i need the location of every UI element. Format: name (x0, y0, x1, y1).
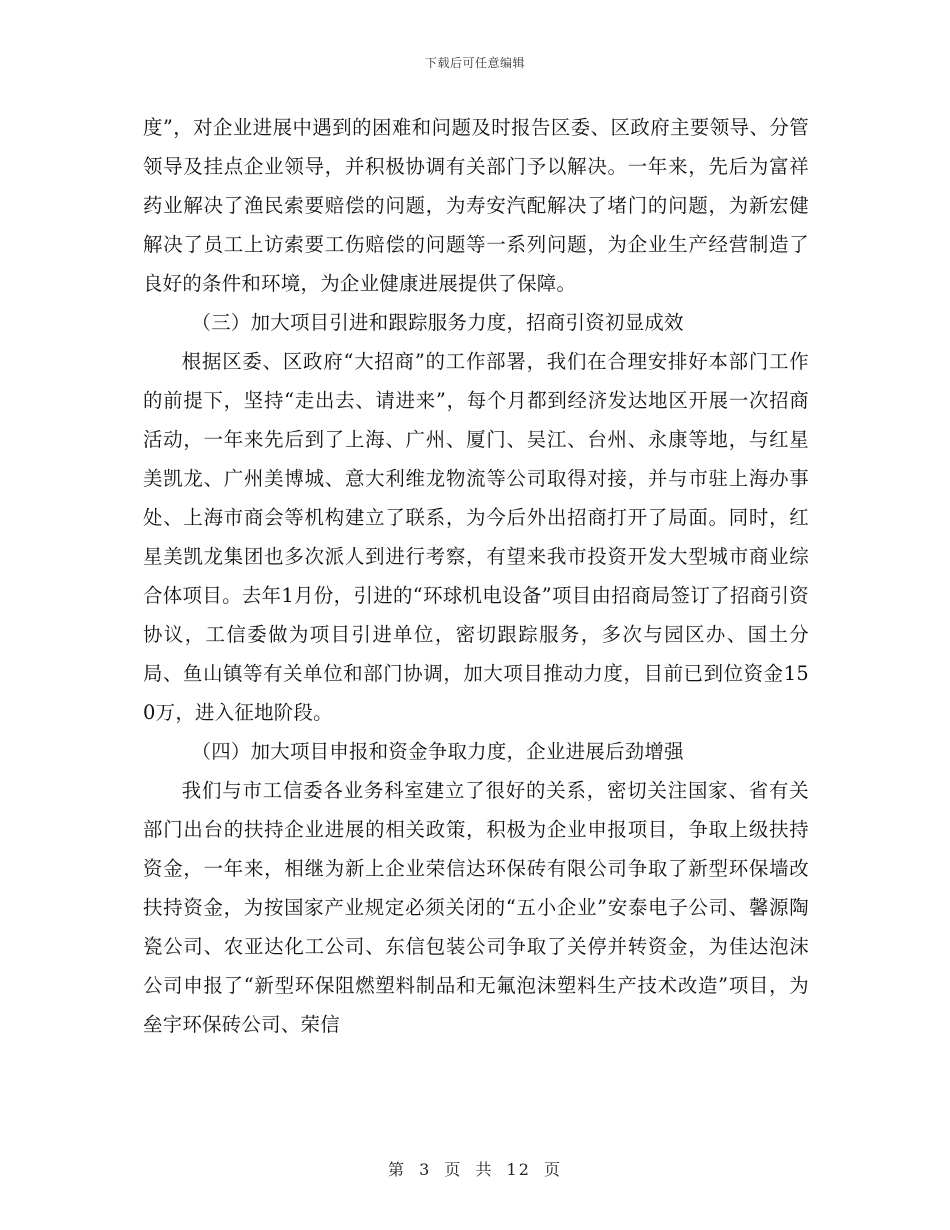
paragraph-continuation: 度”，对企业进展中遇到的困难和问题及时报告区委、区政府主要领导、分管领导及挂点企业领导，并积极协调有关部门予以解决。一年来，先后为富祥药业解决了渔民索要赔偿的问题，为寿安汽配解决了堵门的问题，为新宏健解决了员工上访索要工伤赔偿的问题等一系列问题，为企业生产经营制造了良好的条件和环境，为企业健康进展提供了保障。 (143, 116, 809, 295)
section-heading-3: （三）加大项目引进和跟踪服务力度，招商引资初显成效 (191, 311, 684, 334)
page-header: 下载后可任意编辑 (424, 56, 525, 70)
section-heading-4: （四）加大项目申报和资金争取力度，企业进展后劲增强 (191, 740, 684, 763)
paragraph-funding: 我们与市工信委各业务科室建立了很好的关系，密切关注国家、省有关部门出台的扶持企业进展的相关政策，积极为企业申报项目，争取上级扶持资金，一年来，相继为新上企业荣信达环保砖有限公司争取了新型环保墙改扶持资金，为按国家产业规定必须关闭的“五小企业”安泰电子公司、馨源陶瓷公司、农亚达化工公司、东信包装公司争取了关停并转资金，为佳达泡沫公司申报了“新型环保阻燃塑料制品和无氟泡沫塑料生产技术改造”项目，为垒宇环保砖公司、荣信 (143, 779, 809, 1036)
paragraph-investment: 根据区委、区政府“大招商”的工作部署，我们在合理安排好本部门工作的前提下，坚持“走出去、请进来”，每个月都到经济发达地区开展一次招商活动，一年来先后到了上海、广州、厦门、吴江、台州、永康等地，与红星美凯龙、广州美博城、意大利维龙物流等公司取得对接，并与市驻上海办事处、上海市商会等机构建立了联系，为今后外出招商打开了局面。同时，红星美凯龙集团也多次派人到进行考察，有望来我市投资开发大型城市商业综合体项目。去年1月份，引进的“环球机电设备”项目由招商局签订了招商引资协议，工信委做为项目引进单位，密切跟踪服务，多次与园区办、国土分局、鱼山镇等有关单位和部门协调，加大项目推动力度，目前已到位资金150万，进入征地阶段。 (143, 350, 809, 724)
document-body (143, 108, 809, 1044)
page-footer: 第 3 页 共 12 页 (388, 1160, 562, 1179)
